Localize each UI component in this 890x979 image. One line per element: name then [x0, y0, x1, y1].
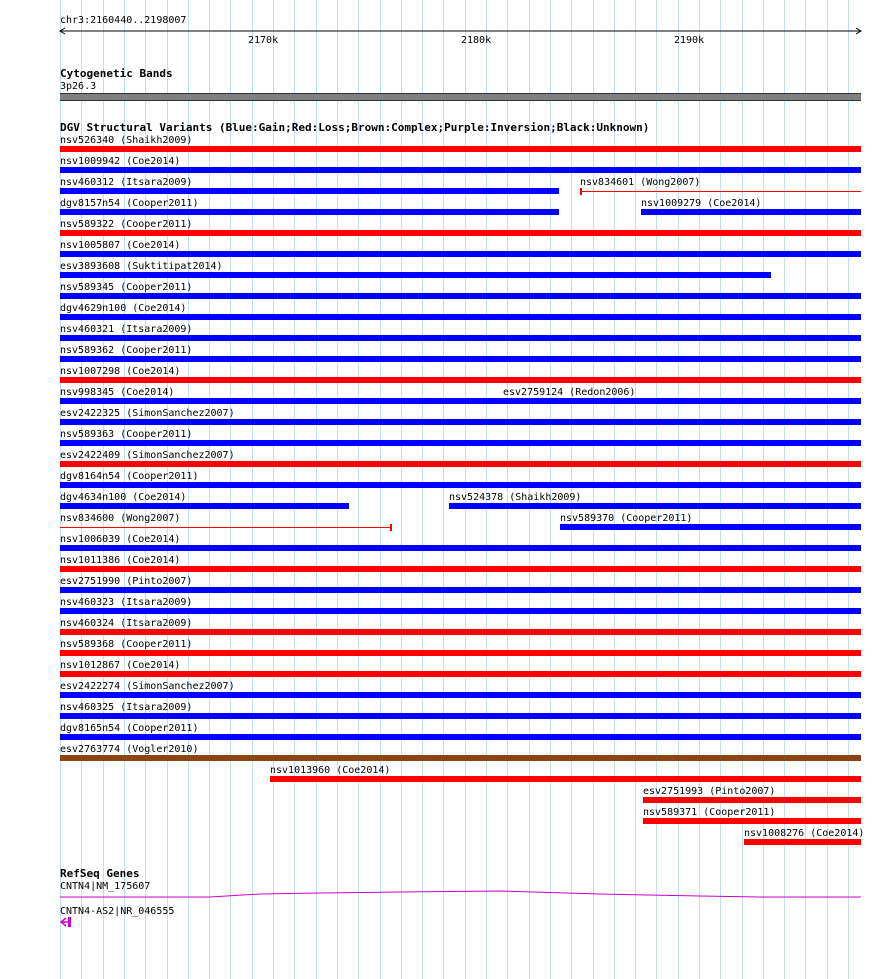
variant-label-dgv8164n54[interactable]: dgv8164n54 (Cooper2011) [60, 471, 199, 482]
variant-label-nsv589370[interactable]: nsv589370 (Cooper2011) [560, 513, 693, 524]
variant-label-nsv1007298[interactable]: nsv1007298 (Coe2014) [60, 366, 181, 377]
variant-label-nsv460323[interactable]: nsv460323 (Itsara2009) [60, 597, 193, 608]
variant-bar-nsv589345[interactable] [60, 293, 861, 299]
variant-bar-esv2763774[interactable] [60, 755, 861, 761]
variant-label-dgv8157n54[interactable]: dgv8157n54 (Cooper2011) [60, 198, 199, 209]
gene-label-cntn4-as2[interactable]: CNTN4-AS2|NR_046555 [60, 906, 175, 917]
variant-label-nsv524378[interactable]: nsv524378 (Shaikh2009) [449, 492, 582, 503]
variant-bar-dgv8164n54[interactable] [60, 482, 861, 488]
variant-bar-nsv1012867[interactable] [60, 671, 861, 677]
variant-label-nsv460324[interactable]: nsv460324 (Itsara2009) [60, 618, 193, 629]
variant-label-nsv460321[interactable]: nsv460321 (Itsara2009) [60, 324, 193, 335]
variant-label-nsv589363[interactable]: nsv589363 (Cooper2011) [60, 429, 193, 440]
variant-label-nsv998345[interactable]: nsv998345 (Coe2014) [60, 387, 175, 398]
variant-bar-nsv589362[interactable] [60, 356, 861, 362]
variant-bar-nsv1009942[interactable] [60, 167, 861, 173]
variant-bar-dgv4634n100[interactable] [60, 503, 349, 509]
variant-bar-esv2422325[interactable] [60, 419, 861, 425]
variant-bar-nsv524378[interactable] [449, 503, 861, 509]
variant-bar-esv2751990[interactable] [60, 587, 861, 593]
variant-bar-nsv834600[interactable] [60, 527, 392, 528]
variant-bar-nsv460321[interactable] [60, 335, 861, 341]
variant-label-nsv1005807[interactable]: nsv1005807 (Coe2014) [60, 240, 181, 251]
gene-label-cntn4[interactable]: CNTN4|NM_175607 [60, 881, 151, 892]
cytoband-label: 3p26.3 [60, 81, 97, 92]
variant-label-dgv4634n100[interactable]: dgv4634n100 (Coe2014) [60, 492, 187, 503]
variant-label-nsv1012867[interactable]: nsv1012867 (Coe2014) [60, 660, 181, 671]
variant-bar-esv2422409[interactable] [60, 461, 861, 467]
variant-label-nsv1008276[interactable]: nsv1008276 (Coe2014) [744, 828, 865, 839]
ruler-tick-2190k: 2190k [674, 35, 705, 46]
variant-bar-nsv998345[interactable] [60, 398, 861, 404]
variant-bar-nsv1008276[interactable] [744, 839, 861, 845]
variant-bar-nsv460325[interactable] [60, 713, 861, 719]
variant-bar-nsv1013960[interactable] [270, 776, 861, 782]
variant-label-nsv589371[interactable]: nsv589371 (Cooper2011) [643, 807, 776, 818]
variant-bar-nsv589371[interactable] [643, 818, 861, 824]
gene-cntn4-intron-line [60, 891, 861, 897]
variant-bar-esv3893608[interactable] [60, 272, 771, 278]
variant-bar-nsv460323[interactable] [60, 608, 861, 614]
variant-bar-nsv1007298[interactable] [60, 377, 861, 383]
variant-end-cap [390, 524, 392, 531]
variant-bar-nsv1009279[interactable] [641, 209, 861, 215]
variant-label-esv2751990[interactable]: esv2751990 (Pinto2007) [60, 576, 193, 587]
variant-bar-nsv589363[interactable] [60, 440, 861, 446]
variant-bar-nsv1011386[interactable] [60, 566, 861, 572]
variant-bar-nsv589370[interactable] [560, 524, 861, 530]
variant-bar-dgv8165n54[interactable] [60, 734, 861, 740]
variant-label-dgv4629n100[interactable]: dgv4629n100 (Coe2014) [60, 303, 187, 314]
variant-bar-nsv526340[interactable] [60, 146, 861, 152]
variant-bar-nsv589368[interactable] [60, 650, 861, 656]
variant-label-dgv8165n54[interactable]: dgv8165n54 (Cooper2011) [60, 723, 199, 734]
variant-bar-nsv460312[interactable] [60, 188, 559, 194]
cytoband-track-title[interactable]: Cytogenetic Bands [60, 67, 173, 80]
variant-label-esv2422409[interactable]: esv2422409 (SimonSanchez2007) [60, 450, 235, 461]
variant-label-nsv589362[interactable]: nsv589362 (Cooper2011) [60, 345, 193, 356]
variant-label-esv2763774[interactable]: esv2763774 (Vogler2010) [60, 744, 199, 755]
dgv-track-title[interactable]: DGV Structural Variants (Blue:Gain;Red:Loss;Brown:Complex;Purple:Inversion;Black:Unknown) [60, 121, 650, 134]
location-label: chr3:2160440..2198007 [60, 15, 187, 26]
variant-label-esv3893608[interactable]: esv3893608 (Suktitipat2014) [60, 261, 223, 272]
variant-label-esv2422325[interactable]: esv2422325 (SimonSanchez2007) [60, 408, 235, 419]
variant-bar-nsv460324[interactable] [60, 629, 861, 635]
variant-label-nsv1013960[interactable]: nsv1013960 (Coe2014) [270, 765, 391, 776]
gene-cntn4-as2-glyph [61, 917, 71, 927]
variant-label-nsv834600[interactable]: nsv834600 (Wong2007) [60, 513, 181, 524]
variant-label-nsv1011386[interactable]: nsv1011386 (Coe2014) [60, 555, 181, 566]
variant-bar-dgv4629n100[interactable] [60, 314, 861, 320]
variant-bar-nsv1006039[interactable] [60, 545, 861, 551]
variant-label-nsv460325[interactable]: nsv460325 (Itsara2009) [60, 702, 193, 713]
variant-label-nsv1009279[interactable]: nsv1009279 (Coe2014) [641, 198, 762, 209]
variant-bar-dgv8157n54[interactable] [60, 209, 559, 215]
variant-label-nsv589368[interactable]: nsv589368 (Cooper2011) [60, 639, 193, 650]
variant-label-nsv834601[interactable]: nsv834601 (Wong2007) [580, 177, 701, 188]
variant-bar-nsv834601[interactable] [580, 191, 861, 192]
variant-end-cap [580, 188, 582, 195]
variant-label-nsv589345[interactable]: nsv589345 (Cooper2011) [60, 282, 193, 293]
ruler-tick-2180k: 2180k [461, 35, 492, 46]
variant-label-nsv526340[interactable]: nsv526340 (Shaikh2009) [60, 135, 193, 146]
variant-label-esv2751993[interactable]: esv2751993 (Pinto2007) [643, 786, 776, 797]
refseq-track-title[interactable]: RefSeq Genes [60, 867, 140, 880]
variant-label-esv2422274[interactable]: esv2422274 (SimonSanchez2007) [60, 681, 235, 692]
variant-bar-nsv589322[interactable] [60, 230, 861, 236]
variant-bar-esv2751993[interactable] [643, 797, 861, 803]
cytoband-bar[interactable] [60, 93, 861, 101]
variant-label-nsv1006039[interactable]: nsv1006039 (Coe2014) [60, 534, 181, 545]
variant-bar-nsv1005807[interactable] [60, 251, 861, 257]
variant-label-esv2759124[interactable]: esv2759124 (Redon2006) [503, 387, 636, 398]
variant-label-nsv1009942[interactable]: nsv1009942 (Coe2014) [60, 156, 181, 167]
variant-label-nsv460312[interactable]: nsv460312 (Itsara2009) [60, 177, 193, 188]
variant-bar-esv2422274[interactable] [60, 692, 861, 698]
variant-label-nsv589322[interactable]: nsv589322 (Cooper2011) [60, 219, 193, 230]
ruler-tick-2170k: 2170k [248, 35, 279, 46]
